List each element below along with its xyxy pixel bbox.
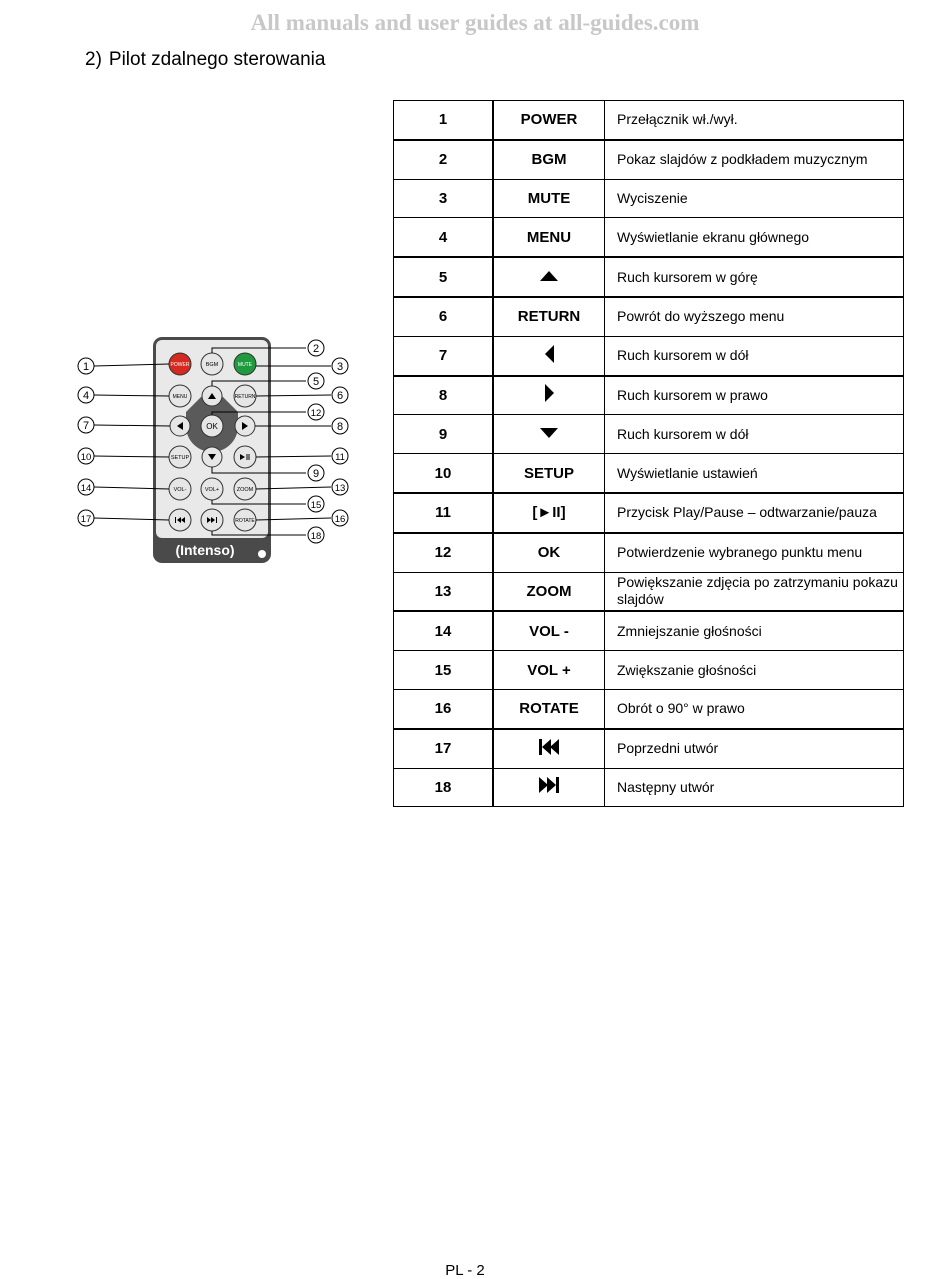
row-number: 11 xyxy=(394,493,494,533)
table-row xyxy=(394,533,904,572)
key-name: ROTATE xyxy=(493,689,605,728)
key-description: Obrót o 90° w prawo xyxy=(605,689,904,728)
row-number: 1 xyxy=(394,101,494,140)
table-row xyxy=(394,572,904,611)
row-number: 8 xyxy=(394,376,494,415)
table-row xyxy=(394,140,904,179)
callout-18-label: 18 xyxy=(310,531,322,542)
section-title xyxy=(85,49,325,71)
callout-8-label: 8 xyxy=(336,421,344,433)
table-row xyxy=(394,179,904,218)
key-description: Zwiększanie głośności xyxy=(605,651,904,690)
key-symbol xyxy=(493,376,605,415)
key-name: SETUP xyxy=(493,454,605,493)
key-function-table xyxy=(393,100,904,807)
callout-4-label: 4 xyxy=(82,390,90,402)
table-row xyxy=(394,101,904,140)
callout-9-label: 9 xyxy=(312,468,320,480)
callout-15-label: 15 xyxy=(310,500,322,511)
power-button-label: POWER xyxy=(170,362,190,368)
up-arrow-icon xyxy=(539,269,559,286)
callout-13-label: 13 xyxy=(334,483,346,494)
row-number: 18 xyxy=(394,768,494,807)
key-symbol xyxy=(493,729,605,768)
key-name: OK xyxy=(493,533,605,572)
callout-10-label: 10 xyxy=(80,452,92,463)
row-number: 15 xyxy=(394,651,494,690)
return-button-label: RETURN xyxy=(234,394,256,400)
table-row xyxy=(394,415,904,454)
callout-2-label: 2 xyxy=(312,343,320,355)
table-row xyxy=(394,689,904,728)
key-description: Wyświetlanie ekranu głównego xyxy=(605,218,904,257)
table-row xyxy=(394,257,904,297)
callout-3-label: 3 xyxy=(336,361,344,373)
table-row xyxy=(394,376,904,415)
key-description: Wyciszenie xyxy=(605,179,904,218)
row-number: 5 xyxy=(394,257,494,297)
key-description: Przełącznik wł./wył. xyxy=(605,101,904,140)
key-description: Ruch kursorem w górę xyxy=(605,257,904,297)
key-description: Przycisk Play/Pause – odtwarzanie/pauza xyxy=(605,493,904,533)
table-row xyxy=(394,729,904,768)
key-description: Ruch kursorem w dół xyxy=(605,415,904,454)
key-description: Powrót do wyższego menu xyxy=(605,297,904,336)
row-number: 2 xyxy=(394,140,494,179)
watermark: All manuals and user guides at all-guides.com xyxy=(250,10,700,35)
table-row xyxy=(394,611,904,650)
table-row xyxy=(394,493,904,533)
key-name: VOL + xyxy=(493,651,605,690)
key-name: MENU xyxy=(493,218,605,257)
rotate-button-label: ROTATE xyxy=(235,518,255,524)
key-name: MUTE xyxy=(493,179,605,218)
menu-button-label: MENU xyxy=(172,394,188,400)
ir-led xyxy=(258,550,266,558)
callout-12-label: 12 xyxy=(310,408,322,419)
row-number: 12 xyxy=(394,533,494,572)
key-description: Poprzedni utwór xyxy=(605,729,904,768)
row-number: 4 xyxy=(394,218,494,257)
key-name: BGM xyxy=(493,140,605,179)
table-body xyxy=(394,101,904,807)
row-number: 6 xyxy=(394,297,494,336)
row-number: 10 xyxy=(394,454,494,493)
key-description: Powiększanie zdjęcia po zatrzymaniu pokazu slajdów xyxy=(605,572,904,611)
callout-5-label: 5 xyxy=(312,376,320,388)
row-number: 13 xyxy=(394,572,494,611)
row-number: 14 xyxy=(394,611,494,650)
key-description: Pokaz slajdów z podkładem muzycznym xyxy=(605,140,904,179)
key-name: ZOOM xyxy=(493,572,605,611)
vol-plus-label: VOL+ xyxy=(204,487,220,493)
table-row xyxy=(394,297,904,336)
mute-button-label: MUTE xyxy=(237,362,253,368)
key-description: Ruch kursorem w dół xyxy=(605,336,904,375)
table-row xyxy=(394,218,904,257)
next-track-icon xyxy=(538,776,560,798)
key-symbol xyxy=(493,768,605,807)
key-description: Wyświetlanie ustawień xyxy=(605,454,904,493)
callout-11-label: 11 xyxy=(335,452,345,463)
key-description: Następny utwór xyxy=(605,768,904,807)
key-name: RETURN xyxy=(493,297,605,336)
callout-14-label: 14 xyxy=(80,483,92,494)
callout-7-label: 7 xyxy=(82,420,90,432)
key-description: Ruch kursorem w prawo xyxy=(605,376,904,415)
ok-button-label: OK xyxy=(206,422,218,431)
page-number: PL - 2 xyxy=(445,1262,485,1279)
callout-17-label: 17 xyxy=(80,514,92,525)
right-arrow-icon xyxy=(544,383,555,407)
table-row xyxy=(394,454,904,493)
callout-1-label: 1 xyxy=(82,361,90,373)
key-name: [►II] xyxy=(493,493,605,533)
section-number: 2) xyxy=(85,49,102,70)
key-symbol xyxy=(493,336,605,375)
table-row xyxy=(394,768,904,807)
table-row xyxy=(394,336,904,375)
brand-logo: (Intenso) xyxy=(175,542,235,558)
section-title-text: Pilot zdalnego sterowania xyxy=(108,49,326,70)
row-number: 17 xyxy=(394,729,494,768)
key-symbol xyxy=(493,257,605,297)
callout-6-label: 6 xyxy=(336,390,344,402)
row-number: 9 xyxy=(394,415,494,454)
row-number: 16 xyxy=(394,689,494,728)
key-description: Zmniejszanie głośności xyxy=(605,611,904,650)
zoom-button-label: ZOOM xyxy=(236,487,254,493)
remote-control-illustration xyxy=(70,334,360,570)
setup-button-label: SETUP xyxy=(170,455,190,461)
key-name: POWER xyxy=(493,101,605,140)
callout-16-label: 16 xyxy=(334,514,346,525)
key-description: Potwierdzenie wybranego punktu menu xyxy=(605,533,904,572)
down-arrow-icon xyxy=(539,426,559,443)
row-number: 7 xyxy=(394,336,494,375)
previous-track-icon xyxy=(538,738,560,760)
table-row xyxy=(394,651,904,690)
key-name: VOL - xyxy=(493,611,605,650)
key-symbol xyxy=(493,415,605,454)
bgm-button-label: BGM xyxy=(205,362,219,368)
left-arrow-icon xyxy=(544,344,555,368)
vol-minus-label: VOL- xyxy=(173,487,187,493)
row-number: 3 xyxy=(394,179,494,218)
